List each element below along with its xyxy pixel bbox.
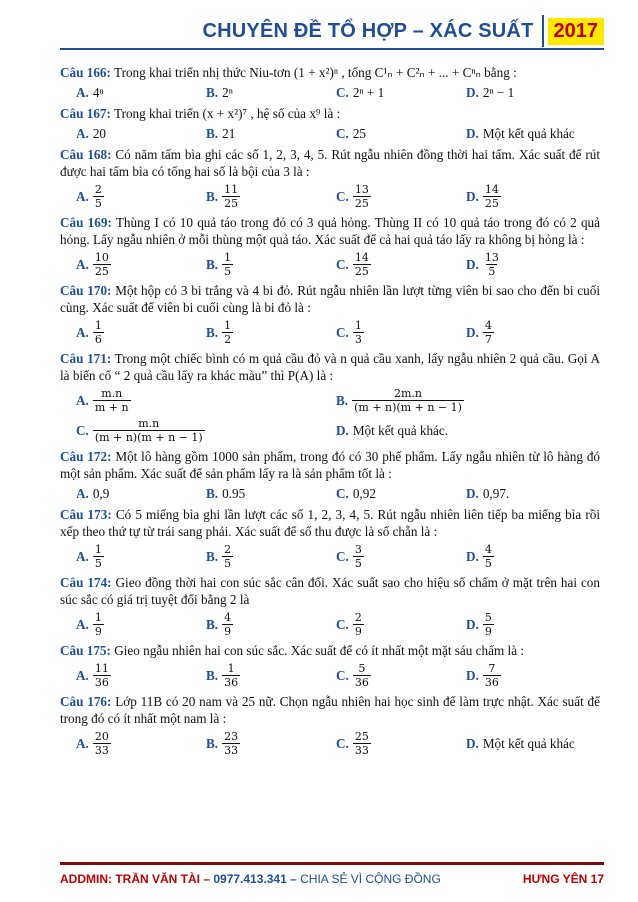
- fraction-numerator: 2m.n: [394, 387, 423, 400]
- fraction-denominator: 7: [484, 333, 492, 346]
- option-value: 2ⁿ: [222, 85, 233, 100]
- fraction-denominator: 25: [224, 197, 239, 210]
- fraction-denominator: 33: [224, 744, 239, 757]
- answer-row: [60, 611, 600, 638]
- fraction-denominator: 5: [488, 265, 496, 278]
- fraction-denominator: 5: [224, 265, 232, 278]
- answer-option: [190, 485, 320, 502]
- fraction-denominator: 36: [224, 676, 239, 689]
- answer-option: [60, 183, 190, 210]
- answer-option: [450, 183, 580, 210]
- answer-option: [450, 730, 580, 757]
- question-body: Một lô hàng gồm 1000 sản phẩm, trong đó có 30 phế phẩm. Lấy ngẫu nhiên từ lô hàng đó một sản phẩm. Xác suất để sản phẩm lấy ra là sản phẩm tốt là :: [60, 449, 601, 481]
- answer-row: [60, 730, 600, 757]
- answer-option: [60, 387, 320, 414]
- fraction-numerator: m.n: [101, 387, 123, 400]
- option-value: Một kết quả khác.: [352, 423, 449, 438]
- option-letter: B.: [206, 126, 219, 141]
- option-value: 0,97.: [482, 486, 510, 501]
- option-value: 2ⁿ + 1: [352, 85, 385, 100]
- option-letter: A.: [76, 126, 89, 141]
- question-number: Câu 173:: [60, 507, 112, 522]
- answer-option: [60, 730, 190, 757]
- question-text: [60, 693, 600, 727]
- option-letter: B.: [206, 325, 219, 340]
- answer-option: [190, 125, 320, 142]
- footer-rule: [60, 862, 604, 865]
- question-text: [60, 282, 600, 316]
- fraction-numerator: 2: [224, 543, 232, 556]
- answer-row: [60, 319, 600, 346]
- fraction-denominator: 9: [354, 625, 362, 638]
- option-letter: B.: [206, 617, 219, 632]
- answer-option: [190, 662, 320, 689]
- answer-option: [450, 125, 580, 142]
- answer-option: [450, 251, 580, 278]
- option-letter: B.: [336, 393, 349, 408]
- fraction-denominator: 2: [224, 333, 232, 346]
- answer-row: [60, 251, 600, 278]
- fraction-numerator: 2: [354, 611, 362, 624]
- answer-row: [60, 485, 600, 502]
- fraction-denominator: (m + n)(m + n − 1): [94, 431, 203, 444]
- answer-option: [320, 485, 450, 502]
- option-fraction: [222, 662, 240, 689]
- fraction-numerator: 1: [94, 319, 102, 332]
- option-letter: B.: [206, 736, 219, 751]
- option-letter: A.: [76, 325, 89, 340]
- option-fraction: [93, 387, 131, 414]
- footer-slogan: CHIA SẺ VÌ CỘNG ĐỒNG: [300, 872, 441, 886]
- option-letter: D.: [466, 486, 479, 501]
- option-letter: C.: [336, 126, 349, 141]
- option-fraction: [93, 662, 111, 689]
- fraction-denominator: 3: [354, 333, 362, 346]
- option-letter: B.: [206, 257, 219, 272]
- option-letter: D.: [466, 325, 479, 340]
- option-fraction: [353, 183, 371, 210]
- fraction-numerator: 13: [484, 251, 499, 264]
- fraction-numerator: 4: [224, 611, 232, 624]
- fraction-numerator: 1: [224, 319, 232, 332]
- question-text: [60, 448, 600, 482]
- option-fraction: [93, 183, 104, 210]
- option-letter: C.: [336, 668, 349, 683]
- question-text: [60, 642, 600, 659]
- question-text: [60, 105, 600, 122]
- option-letter: A.: [76, 617, 89, 632]
- option-value: 4ⁿ: [92, 85, 104, 100]
- answer-option: [190, 84, 320, 101]
- fraction-denominator: 5: [94, 197, 102, 210]
- answer-option: [60, 485, 190, 502]
- fraction-denominator: 5: [94, 557, 102, 570]
- fraction-denominator: 36: [354, 676, 369, 689]
- option-fraction: [353, 543, 364, 570]
- question-list: [60, 60, 600, 759]
- answer-option: [320, 251, 450, 278]
- fraction-numerator: 2: [94, 183, 102, 196]
- answer-option: [450, 319, 580, 346]
- option-letter: C.: [336, 85, 349, 100]
- fraction-numerator: 1: [224, 251, 232, 264]
- option-fraction: [353, 251, 371, 278]
- option-value: Một kết quả khác: [482, 126, 575, 141]
- option-value: 0,92: [352, 486, 376, 501]
- option-value: 20: [92, 126, 107, 141]
- answer-option: [60, 125, 190, 142]
- fraction-denominator: 36: [94, 676, 109, 689]
- fraction-numerator: 10: [94, 251, 109, 264]
- question-text: [60, 506, 600, 540]
- answer-option: [60, 417, 320, 444]
- answer-option: [60, 662, 190, 689]
- option-letter: A.: [76, 257, 89, 272]
- question-block: [60, 214, 600, 278]
- question-block: [60, 448, 600, 502]
- option-letter: A.: [76, 668, 89, 683]
- fraction-denominator: 9: [484, 625, 492, 638]
- header-divider: [542, 15, 544, 47]
- answer-row: [60, 387, 600, 414]
- question-body: Gieo đồng thời hai con súc sắc cân đối. Xác suất sao cho hiệu số chấm ở mặt trên hai con súc sắc có giá trị tuyệt đối bằng 2 là: [60, 575, 600, 607]
- fraction-numerator: 13: [354, 183, 369, 196]
- option-value: 0,9: [92, 486, 110, 501]
- option-fraction: [222, 611, 233, 638]
- option-letter: C.: [336, 486, 349, 501]
- question-number: Câu 175:: [60, 643, 111, 658]
- answer-option: [450, 84, 580, 101]
- option-letter: A.: [76, 549, 89, 564]
- option-value: 0.95: [222, 486, 246, 501]
- answer-option: [60, 543, 190, 570]
- option-letter: C.: [336, 257, 349, 272]
- option-letter: C.: [336, 549, 349, 564]
- fraction-denominator: 33: [94, 744, 109, 757]
- option-value: Một kết quả khác: [482, 736, 575, 751]
- option-letter: B.: [206, 668, 219, 683]
- question-block: [60, 105, 600, 142]
- question-number: Câu 172:: [60, 449, 112, 464]
- header-title: CHUYÊN ĐỀ TỔ HỢP – XÁC SUẤT: [202, 19, 534, 42]
- answer-option: [60, 319, 190, 346]
- fraction-numerator: 4: [484, 543, 492, 556]
- option-fraction: [483, 319, 494, 346]
- question-number: Câu 176:: [60, 694, 112, 709]
- question-body: Có 5 miếng bìa ghi lần lượt các số 1, 2, 3, 4, 5. Rút ngẫu nhiên liên tiếp ba miếng bìa rồi xếp theo thứ tự từ trái sang phải. Xác suất để số thu được là số chẵn là :: [60, 507, 601, 539]
- option-fraction: [222, 251, 233, 278]
- option-fraction: [93, 611, 104, 638]
- option-letter: D.: [466, 736, 479, 751]
- question-block: [60, 350, 600, 444]
- option-letter: C.: [336, 617, 349, 632]
- answer-row: [60, 84, 600, 101]
- fraction-numerator: 14: [354, 251, 369, 264]
- option-letter: C.: [76, 423, 89, 438]
- question-text: [60, 64, 600, 81]
- fraction-denominator: 5: [224, 557, 232, 570]
- fraction-denominator: 9: [94, 625, 102, 638]
- footer-admin: ADDMIN: TRẦN VĂN TÀI –: [60, 872, 210, 886]
- question-number: Câu 170:: [60, 283, 112, 298]
- option-letter: C.: [336, 189, 349, 204]
- option-letter: A.: [76, 85, 89, 100]
- option-value: 21: [222, 126, 236, 141]
- header-rule: [60, 48, 604, 50]
- answer-option: [320, 543, 450, 570]
- option-letter: B.: [206, 189, 219, 204]
- option-letter: D.: [466, 85, 479, 100]
- answer-row: [60, 183, 600, 210]
- fraction-numerator: m.n: [138, 417, 160, 430]
- question-block: [60, 693, 600, 757]
- fraction-numerator: 23: [224, 730, 239, 743]
- answer-row: [60, 662, 600, 689]
- answer-option: [320, 387, 580, 414]
- fraction-numerator: 5: [358, 662, 366, 675]
- option-fraction: [222, 543, 233, 570]
- option-letter: D.: [466, 617, 479, 632]
- question-block: [60, 146, 600, 210]
- option-fraction: [353, 730, 371, 757]
- option-letter: C.: [336, 325, 349, 340]
- fraction-numerator: 14: [484, 183, 499, 196]
- fraction-denominator: (m + n)(m + n − 1): [354, 401, 462, 414]
- answer-row: [60, 125, 600, 142]
- option-letter: D.: [466, 257, 479, 272]
- option-value: 2ⁿ − 1: [482, 85, 515, 100]
- header-year: 2017: [548, 18, 605, 45]
- option-fraction: [222, 730, 240, 757]
- option-fraction: [93, 319, 104, 346]
- answer-option: [60, 611, 190, 638]
- answer-row: [60, 417, 600, 444]
- fraction-numerator: 7: [488, 662, 496, 675]
- fraction-numerator: 20: [94, 730, 109, 743]
- question-text: [60, 574, 600, 608]
- answer-option: [320, 319, 450, 346]
- question-number: Câu 168:: [60, 147, 112, 162]
- option-letter: C.: [336, 736, 349, 751]
- option-letter: D.: [466, 549, 479, 564]
- option-fraction: [483, 662, 501, 689]
- answer-option: [450, 543, 580, 570]
- fraction-denominator: 6: [94, 333, 102, 346]
- option-letter: B.: [206, 85, 219, 100]
- fraction-denominator: m + n: [94, 401, 129, 414]
- question-body: Lớp 11B có 20 nam và 25 nữ. Chọn ngẫu nhiên hai học sinh để làm trực nhật. Xác suất để trong đó có ít nhất một nam là :: [60, 694, 601, 726]
- fraction-denominator: 25: [484, 197, 499, 210]
- question-block: [60, 282, 600, 346]
- question-body: Có năm tấm bìa ghi các số 1, 2, 3, 4, 5. Rút ngẫu nhiên đồng thời hai tấm. Xác suất để rút được hai tấm bìa có tổng hai số là bội của 3 là :: [60, 147, 601, 179]
- answer-option: [60, 84, 190, 101]
- option-letter: D.: [466, 126, 479, 141]
- footer-phone: 0977.413.341 –: [213, 872, 297, 886]
- option-letter: A.: [76, 736, 89, 751]
- answer-option: [320, 183, 450, 210]
- question-body: Một hộp có 3 bi trắng và 4 bi đỏ. Rút ngẫu nhiên lần lượt từng viên bi sao cho đến bi cuối cùng. Xác suất để viên bi cuối cùng là bi đỏ là :: [60, 283, 601, 315]
- page-header: [202, 14, 604, 48]
- answer-option: [320, 611, 450, 638]
- option-fraction: [222, 319, 233, 346]
- fraction-numerator: 25: [354, 730, 369, 743]
- answer-option: [190, 730, 320, 757]
- fraction-numerator: 11: [224, 183, 239, 196]
- question-number: Câu 169:: [60, 215, 112, 230]
- answer-option: [450, 485, 580, 502]
- fraction-denominator: 5: [484, 557, 492, 570]
- option-fraction: [93, 251, 111, 278]
- question-body: Gieo ngẫu nhiên hai con súc sắc. Xác suất để có ít nhất một mặt sáu chấm là :: [114, 643, 525, 658]
- answer-option: [190, 183, 320, 210]
- option-letter: A.: [76, 393, 89, 408]
- question-body: Thùng I có 10 quả táo trong đó có 3 quả hỏng. Thùng II có 10 quả táo trong đó có 2 quả hỏng. Lấy ngẫu nhiên ở mỗi thùng một quả táo. Xác suất để cả hai quả táo lấy ra không bị hỏng là :: [60, 215, 600, 247]
- fraction-denominator: 9: [224, 625, 232, 638]
- question-text: [60, 214, 600, 248]
- option-fraction: [483, 543, 494, 570]
- page-footer: [60, 872, 604, 886]
- question-body: Trong một chiếc bình có m quả cầu đỏ và n quả cầu xanh, lấy ngẫu nhiên 2 quả cầu. Gọi A là biến cố “ 2 quả cầu lấy ra khác màu” thì P(A) là :: [60, 351, 600, 383]
- answer-option: [320, 662, 450, 689]
- question-block: [60, 642, 600, 689]
- option-letter: D.: [466, 668, 479, 683]
- option-fraction: [352, 387, 464, 414]
- fraction-numerator: 3: [354, 543, 362, 556]
- option-fraction: [353, 611, 364, 638]
- option-fraction: [353, 319, 364, 346]
- question-number: Câu 166:: [60, 65, 111, 80]
- answer-option: [450, 611, 580, 638]
- option-fraction: [353, 662, 371, 689]
- question-block: [60, 574, 600, 638]
- answer-option: [320, 125, 450, 142]
- answer-option: [320, 84, 450, 101]
- answer-option: [190, 543, 320, 570]
- fraction-numerator: 1: [227, 662, 235, 675]
- option-letter: B.: [206, 549, 219, 564]
- answer-option: [320, 417, 580, 444]
- fraction-numerator: 5: [484, 611, 492, 624]
- option-fraction: [483, 183, 501, 210]
- option-fraction: [483, 611, 494, 638]
- option-fraction: [93, 417, 205, 444]
- question-text: [60, 146, 600, 180]
- option-value: 25: [352, 126, 367, 141]
- question-text: [60, 350, 600, 384]
- option-letter: B.: [206, 486, 219, 501]
- question-number: Câu 174:: [60, 575, 112, 590]
- answer-option: [60, 251, 190, 278]
- question-block: [60, 506, 600, 570]
- option-letter: D.: [466, 189, 479, 204]
- fraction-denominator: 36: [484, 676, 499, 689]
- fraction-denominator: 25: [354, 197, 369, 210]
- fraction-denominator: 25: [354, 265, 369, 278]
- option-fraction: [222, 183, 240, 210]
- fraction-denominator: 25: [94, 265, 109, 278]
- question-block: [60, 64, 600, 101]
- option-fraction: [93, 543, 104, 570]
- question-number: Câu 171:: [60, 351, 112, 366]
- option-fraction: [93, 730, 111, 757]
- option-letter: A.: [76, 189, 89, 204]
- fraction-denominator: 33: [354, 744, 369, 757]
- fraction-numerator: 1: [94, 543, 102, 556]
- question-body: Trong khai triển (x + x²)⁷ , hệ số của x⁹ là :: [113, 106, 341, 121]
- option-letter: A.: [76, 486, 89, 501]
- question-body: Trong khai triển nhị thức Niu-tơn (1 + x²)ⁿ , tổng C¹ₙ + C²ₙ + ... + Cⁿₙ bằng :: [113, 65, 517, 80]
- fraction-numerator: 1: [94, 611, 102, 624]
- option-fraction: [483, 251, 501, 278]
- footer-location: HƯNG YÊN 17: [522, 872, 604, 886]
- fraction-numerator: 1: [354, 319, 362, 332]
- fraction-numerator: 11: [94, 662, 109, 675]
- answer-option: [190, 251, 320, 278]
- answer-row: [60, 543, 600, 570]
- option-letter: D.: [336, 423, 349, 438]
- answer-option: [450, 662, 580, 689]
- fraction-denominator: 5: [354, 557, 362, 570]
- answer-option: [320, 730, 450, 757]
- answer-option: [190, 611, 320, 638]
- question-number: Câu 167:: [60, 106, 111, 121]
- answer-option: [190, 319, 320, 346]
- fraction-numerator: 4: [484, 319, 492, 332]
